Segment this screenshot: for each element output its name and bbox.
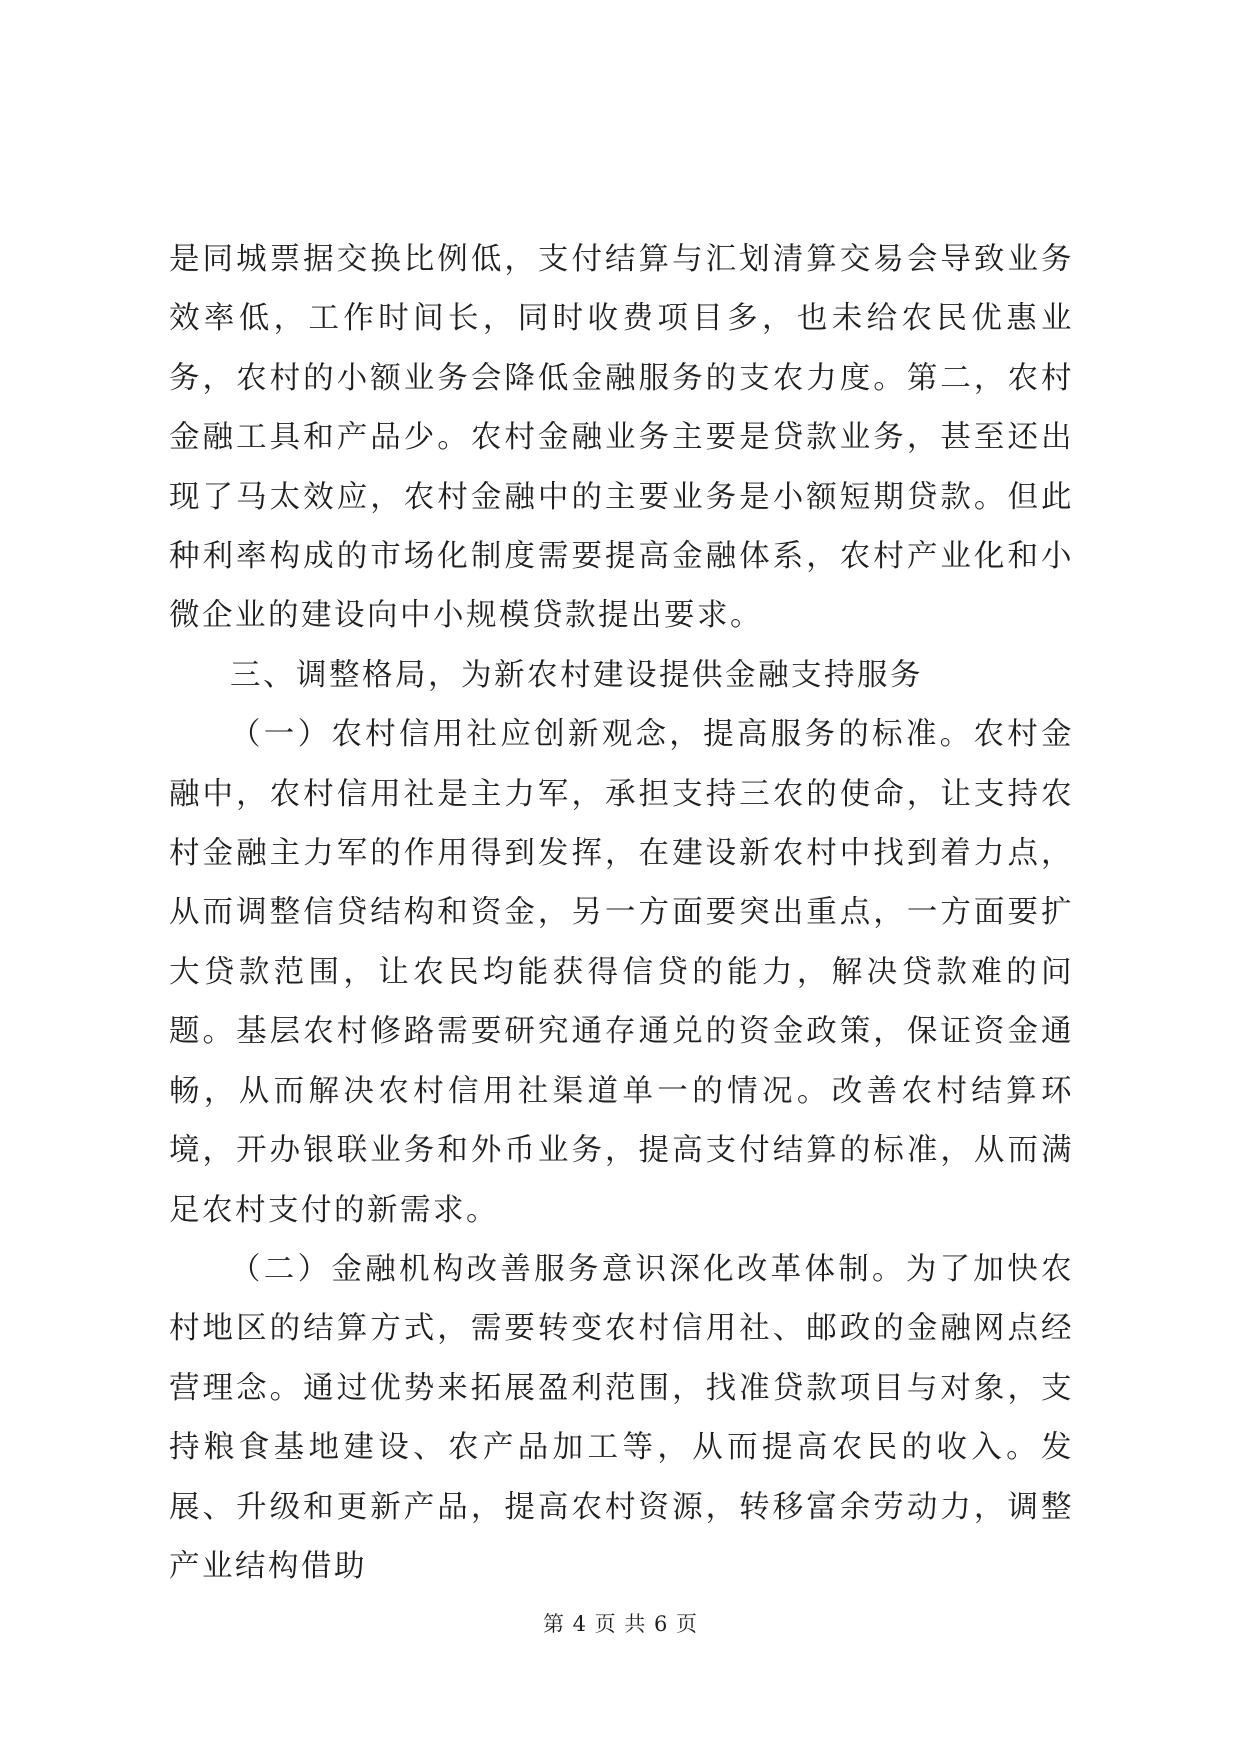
paragraph-continuation: 是同城票据交换比例低，支付结算与汇划清算交易会导致业务效率低，工作时间长，同时收费项目多，也未给农民优惠业务，农村的小额业务会降低金融服务的支农力度。第二，农村金融工具和产品少。农村金融业务主要是贷款业务，甚至还出现了马太效应，农村金融中的主要业务是小额短期贷款。但此种利率构成的市场化制度需要提高金融体系，农村产业化和小微企业的建设向中小规模贷款提出要求。 <box>169 242 1074 634</box>
section-heading: 三、调整格局，为新农村建设提供金融支持服务 <box>230 657 923 693</box>
document-body <box>169 230 1074 1596</box>
paragraph-rural-credit: （一）农村信用社应创新观念，提高服务的标准。农村金融中，农村信用社是主力军，承担支持三农的使命，让支持农村金融主力军的作用得到发挥，在建设新农村中找到着力点，从而调整信贷结构和资金，另一方面要突出重点，一方面要扩大贷款范围，让农民均能获得信贷的能力，解决贷款难的问题。基层农村修路需要研究通存通兑的资金政策，保证资金通畅，从而解决农村信用社渠道单一的情况。改善农村结算环境，开办银联业务和外币业务，提高支付结算的标准，从而满足农村支付的新需求。 <box>169 717 1074 1228</box>
page-footer: 第 4 页 共 6 页 <box>542 1612 699 1636</box>
paragraph-financial-institutions: （二）金融机构改善服务意识深化改革体制。为了加快农村地区的结算方式，需要转变农村信用社、邮政的金融网点经营理念。通过优势来拓展盈利范围，找准贷款项目与对象，支持粮食基地建设、农产品加工等，从而提高农民的收入。发展、升级和更新产品，提高农村资源，转移富余劳动力，调整产业结构借助 <box>169 1251 1074 1584</box>
